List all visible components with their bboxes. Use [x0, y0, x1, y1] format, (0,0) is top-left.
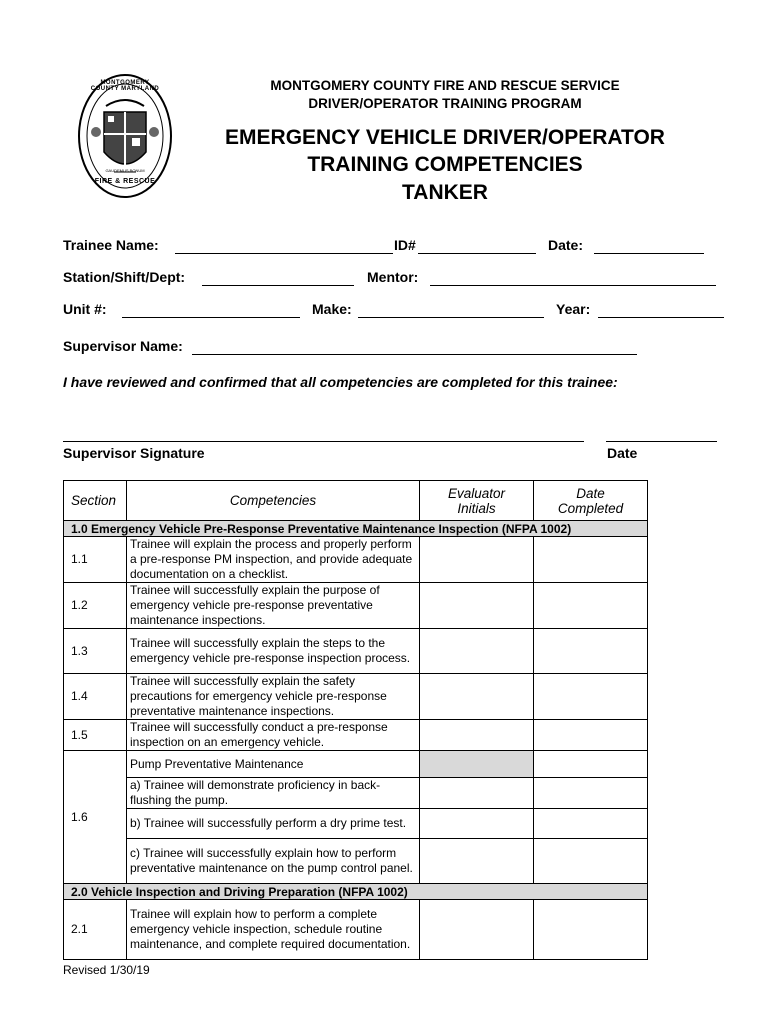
unit-label: Unit #: — [63, 301, 107, 317]
evaluator-initials-cell[interactable] — [420, 900, 534, 960]
header-competencies: Competencies — [127, 481, 420, 521]
row-competency: Trainee will explain the process and properly perform a pre-response PM inspection, and provide adequate documentation on a checklist. — [127, 537, 420, 583]
row-16-b: b) Trainee will successfully perform a dry prime test. — [127, 809, 420, 839]
row-16-c: c) Trainee will successfully explain how to perform preventative maintenance on the pump control panel. — [127, 839, 420, 884]
header-evaluator-line1: Evaluator — [447, 485, 506, 501]
evaluator-initials-cell[interactable] — [420, 720, 534, 751]
mentor-label: Mentor: — [367, 269, 419, 285]
row-num: 1.2 — [64, 583, 127, 629]
section-2-title: 2.0 Vehicle Inspection and Driving Preparation (NFPA 1002) — [64, 884, 648, 900]
supervisor-signature-label: Supervisor Signature — [63, 445, 205, 461]
competencies-table — [63, 480, 648, 960]
row-competency: Trainee will successfully explain the safety precautions for emergency vehicle pre-response preventative maintenance inspections. — [127, 674, 420, 720]
evaluator-initials-cell[interactable] — [420, 583, 534, 629]
date-completed-cell[interactable] — [534, 720, 648, 751]
row-competency: Trainee will successfully conduct a pre-response inspection on an emergency vehicle. — [127, 720, 420, 751]
date-field[interactable] — [594, 253, 704, 254]
date-completed-cell[interactable] — [534, 537, 648, 583]
row-num: 1.4 — [64, 674, 127, 720]
title-line-2: TRAINING COMPETENCIES — [307, 153, 583, 176]
evaluator-initials-cell[interactable] — [420, 839, 534, 884]
table-header-row — [64, 481, 648, 521]
section-1-header — [64, 521, 648, 537]
row-num: 1.6 — [64, 751, 127, 884]
row-num: 1.1 — [64, 537, 127, 583]
header-date-line1: Date — [576, 485, 605, 501]
seal-motto: GAUDEMUS BONUM — [105, 168, 145, 173]
evaluator-initials-cell-disabled — [420, 751, 534, 778]
row-competency: Trainee will explain how to perform a complete emergency vehicle inspection, schedule routine maintenance, and complete required documentation. — [127, 900, 420, 960]
confirmation-statement: I have reviewed and confirmed that all competencies are completed for this trainee: — [63, 374, 618, 390]
year-field[interactable] — [598, 317, 724, 318]
title-line-3: TANKER — [402, 181, 488, 204]
evaluator-initials-cell[interactable] — [420, 809, 534, 839]
table-row — [64, 720, 648, 751]
header-date-completed — [534, 481, 648, 521]
date-completed-cell[interactable] — [534, 751, 648, 778]
station-label: Station/Shift/Dept: — [63, 269, 186, 285]
table-row — [64, 839, 648, 884]
row-16-heading: Pump Preventative Maintenance — [127, 751, 420, 778]
date-completed-cell[interactable] — [534, 809, 648, 839]
row-competency: Trainee will successfully explain the steps to the emergency vehicle pre-response inspection process. — [127, 629, 420, 674]
table-row — [64, 778, 648, 809]
unit-field[interactable] — [122, 317, 300, 318]
title-line-1: EMERGENCY VEHICLE DRIVER/OPERATOR — [225, 126, 665, 149]
header-evaluator — [420, 481, 534, 521]
make-label: Make: — [312, 301, 352, 317]
date-completed-cell[interactable] — [534, 674, 648, 720]
date-label: Date: — [548, 237, 584, 253]
header-evaluator-line2: Initials — [457, 500, 496, 516]
year-label: Year: — [556, 301, 591, 317]
seal-bottom-text: FIRE & RESCUE — [94, 178, 156, 185]
table-row — [64, 900, 648, 960]
seal-top-text: MONTGOMERY COUNTY MARYLAND — [90, 80, 160, 92]
evaluator-initials-cell[interactable] — [420, 629, 534, 674]
table-row — [64, 629, 648, 674]
section-1-title: 1.0 Emergency Vehicle Pre-Response Preventative Maintenance Inspection (NFPA 1002) — [64, 521, 648, 537]
date-completed-cell[interactable] — [534, 778, 648, 809]
table-row — [64, 809, 648, 839]
row-competency: Trainee will successfully explain the purpose of emergency vehicle pre-response preventative maintenance inspections. — [127, 583, 420, 629]
evaluator-initials-cell[interactable] — [420, 537, 534, 583]
row-num: 1.3 — [64, 629, 127, 674]
id-label: ID# — [394, 237, 416, 253]
make-field[interactable] — [358, 317, 544, 318]
trainee-name-field[interactable] — [175, 253, 393, 254]
supervisor-name-field[interactable] — [192, 354, 637, 355]
table-row — [64, 674, 648, 720]
header-section: Section — [64, 481, 127, 521]
section-2-header — [64, 884, 648, 900]
trainee-name-label: Trainee Name: — [63, 237, 159, 253]
header-date-line2: Completed — [557, 500, 624, 516]
mentor-field[interactable] — [430, 285, 716, 286]
id-field[interactable] — [418, 253, 536, 254]
table-row — [64, 583, 648, 629]
date-completed-cell[interactable] — [534, 900, 648, 960]
supervisor-signature-field[interactable] — [63, 441, 584, 442]
program-name: DRIVER/OPERATOR TRAINING PROGRAM — [308, 96, 582, 111]
table-row — [64, 751, 648, 778]
org-name: MONTGOMERY COUNTY FIRE AND RESCUE SERVICE — [270, 78, 620, 93]
table-row — [64, 537, 648, 583]
date-completed-cell[interactable] — [534, 629, 648, 674]
row-num: 1.5 — [64, 720, 127, 751]
date-completed-cell[interactable] — [534, 583, 648, 629]
row-16-a: a) Trainee will demonstrate proficiency in back-flushing the pump. — [127, 778, 420, 809]
evaluator-initials-cell[interactable] — [420, 778, 534, 809]
supervisor-name-label: Supervisor Name: — [63, 338, 183, 354]
date-completed-cell[interactable] — [534, 839, 648, 884]
signature-date-field[interactable] — [606, 441, 717, 442]
station-field[interactable] — [202, 285, 354, 286]
row-num: 2.1 — [64, 900, 127, 960]
revision-date: Revised 1/30/19 — [63, 963, 150, 977]
signature-date-label: Date — [607, 445, 638, 461]
evaluator-initials-cell[interactable] — [420, 674, 534, 720]
